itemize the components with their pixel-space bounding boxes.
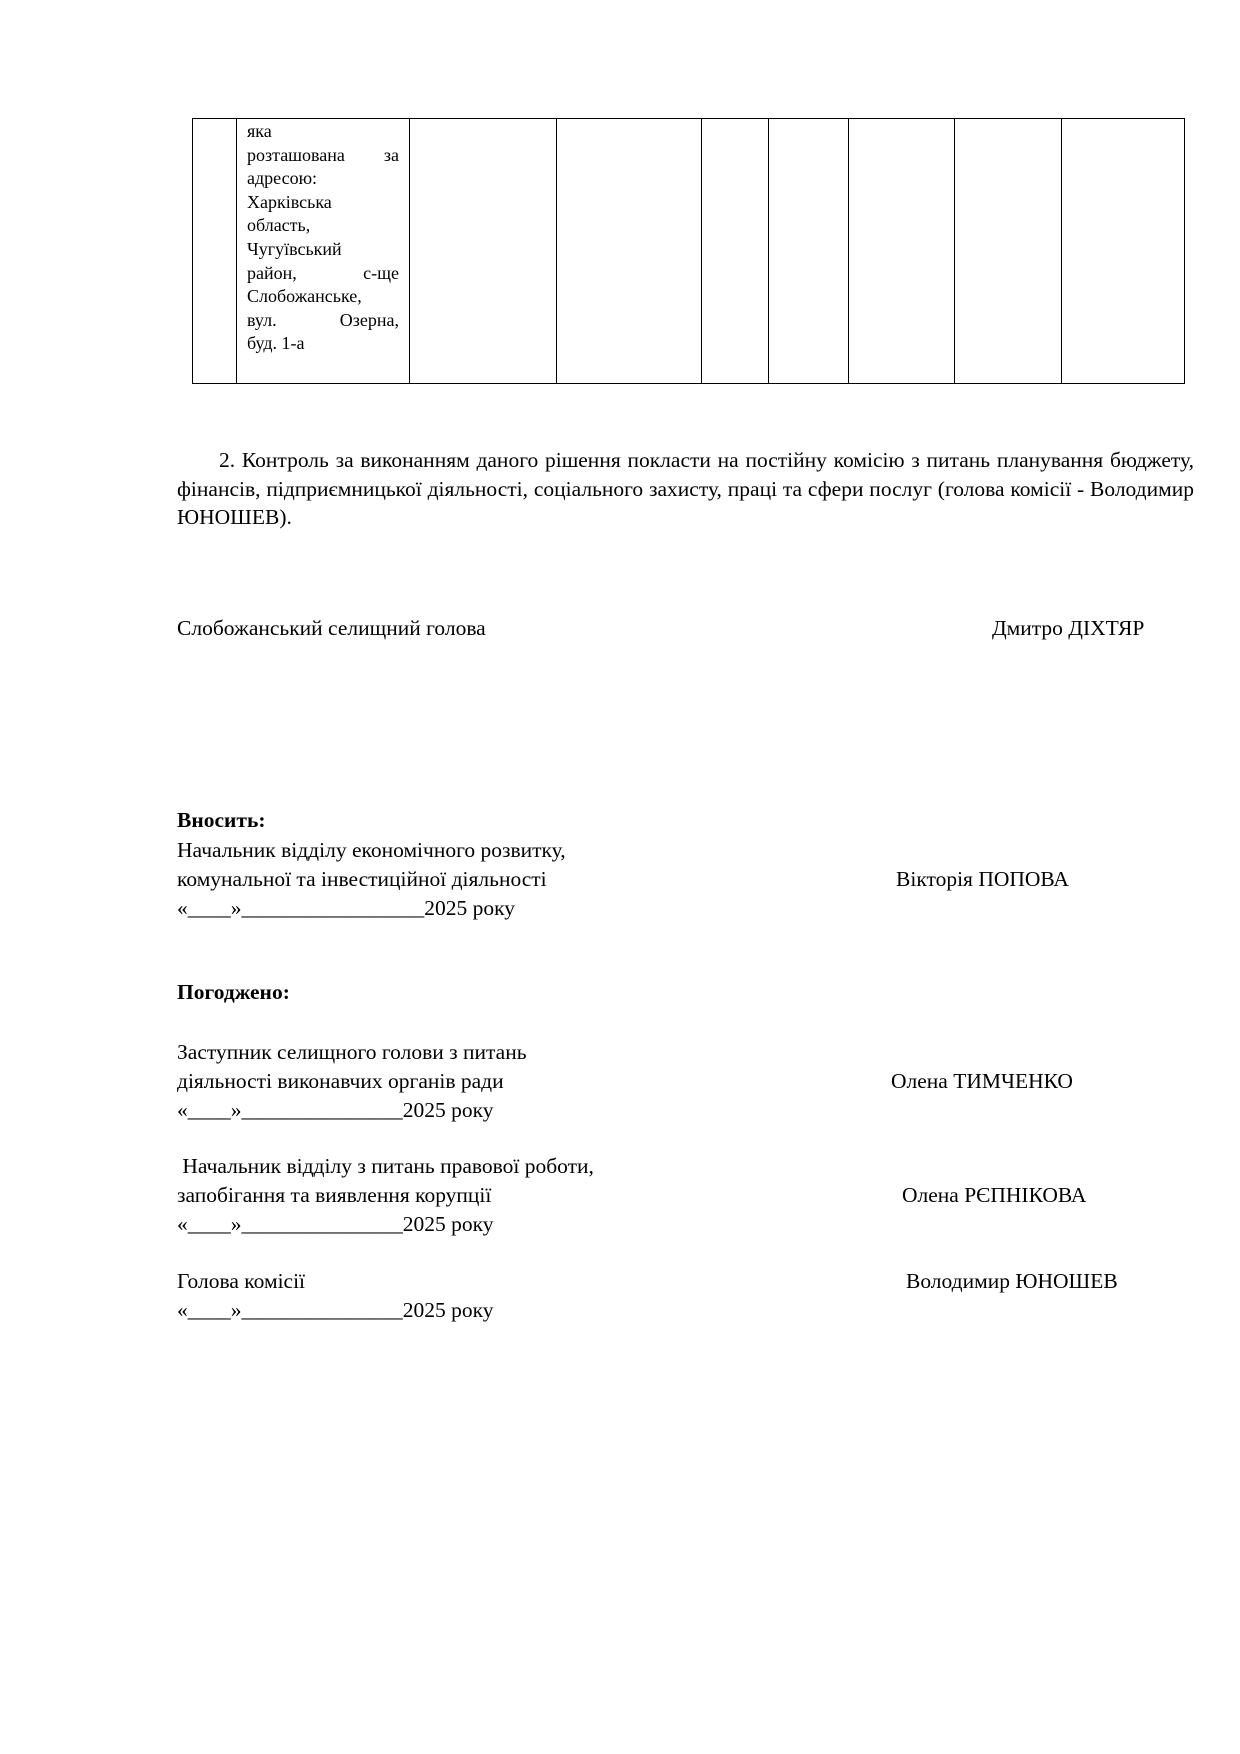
address-line: яка: [247, 121, 272, 141]
address-line: буд. 1-а: [247, 333, 305, 354]
address-line: вул. Озерна,: [247, 309, 399, 330]
signer-position-line1: Заступник селищного голови з питань: [177, 1040, 527, 1064]
signer-date: «____»_______________2025 року: [177, 1098, 494, 1122]
table-cell-address: [237, 119, 410, 384]
table-cell: [769, 119, 849, 384]
submits-date: «____»_________________2025 року: [177, 896, 516, 920]
table-cell: [557, 119, 702, 384]
table-cell: [955, 119, 1062, 384]
signer-name: Олена ТИМЧЕНКО: [891, 1069, 1073, 1093]
table-cell: [1062, 119, 1185, 384]
signer-name: Володимир ЮНОШЕВ: [906, 1269, 1118, 1293]
table-row: [193, 119, 1185, 384]
table-cell: [410, 119, 557, 384]
head-title: Слобожанський селищний голова: [177, 616, 486, 640]
submits-label: Вносить:: [177, 808, 266, 832]
signer-position-line1: Начальник відділу з питань правової роботи,: [177, 1154, 594, 1178]
signer-position-line2: запобігання та виявлення корупції: [177, 1183, 492, 1207]
signer-date: «____»_______________2025 року: [177, 1298, 494, 1322]
address-line: область,: [247, 215, 311, 236]
table-cell: [702, 119, 769, 384]
table-cell-number: [193, 119, 237, 384]
address-line: Чугуївський: [247, 238, 342, 259]
signer-position-line1: Голова комісії: [177, 1269, 306, 1293]
signer-date: «____»_______________2025 року: [177, 1212, 494, 1236]
submits-position-line1: Начальник відділу економічного розвитку,: [177, 838, 566, 862]
signer-position-line2: діяльності виконавчих органів ради: [177, 1069, 504, 1093]
table-cell: [849, 119, 955, 384]
submits-position-line2: комунальної та інвестиційної діяльності: [177, 867, 547, 891]
address-line: район, с-ще: [247, 262, 399, 283]
agreed-label: Погоджено:: [177, 980, 290, 1004]
head-name: Дмитро ДІХТЯР: [992, 616, 1145, 640]
address-line: Слобожанське,: [247, 286, 362, 307]
signer-name: Олена РЄПНІКОВА: [902, 1183, 1087, 1207]
continuation-table: [192, 118, 1185, 384]
control-paragraph: 2. Контроль за виконанням даного рішення покласти на постійну комісію з питань планування бюджету, фінансів, підприємницької діяльності, соціального захисту, праці та сфери послуг (голова комісії - Володимир ЮНОШЕВ).: [177, 448, 1194, 529]
address-line: Харківська: [247, 191, 332, 212]
submits-name: Вікторія ПОПОВА: [896, 867, 1069, 891]
address-line: розташована за: [247, 144, 399, 165]
address-line: адресою:: [247, 168, 318, 189]
